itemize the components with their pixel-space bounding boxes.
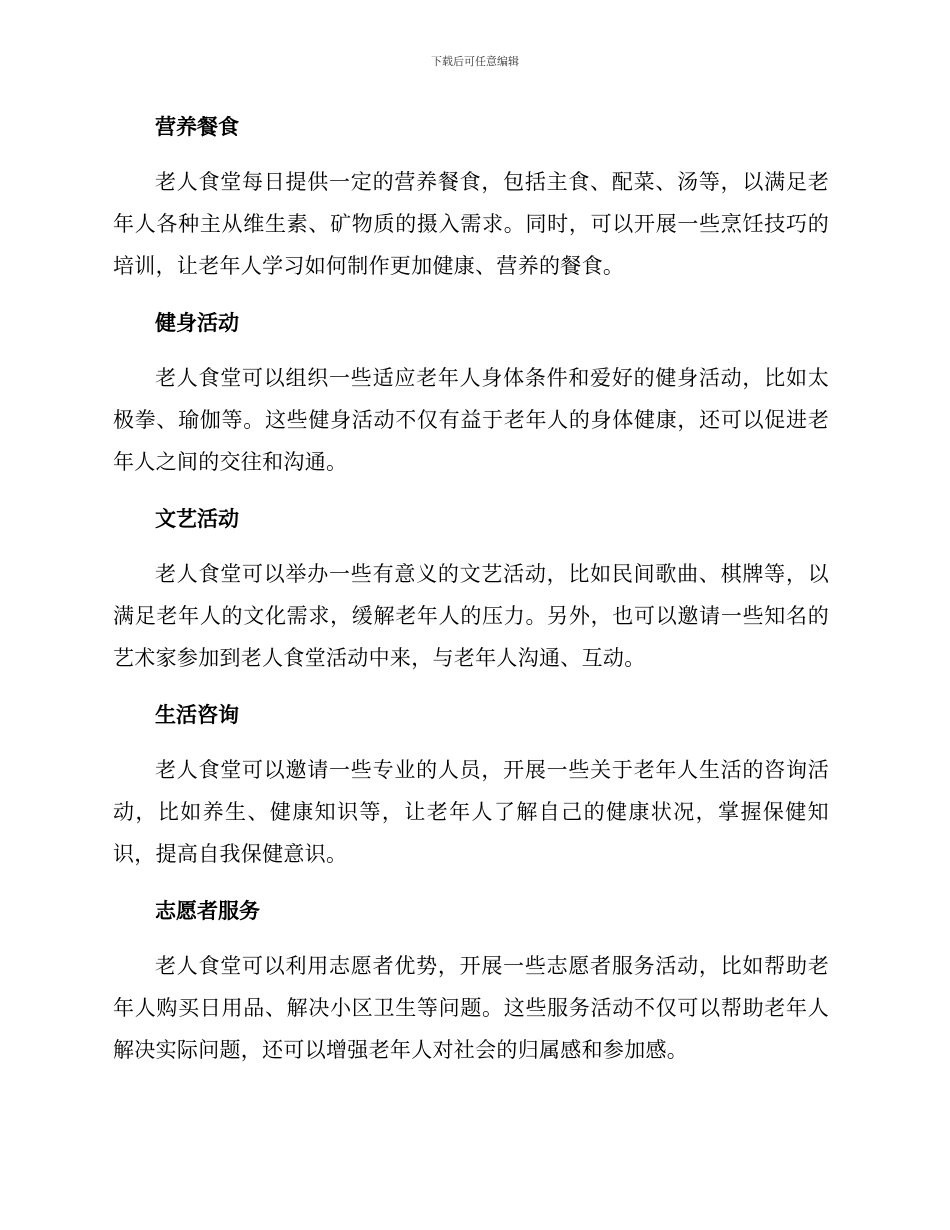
section-heading: 志愿者服务: [155, 899, 260, 923]
page-header-note: 下载后可任意编辑: [431, 55, 519, 68]
section-fitness: [113, 302, 829, 483]
section-paragraph: 老人食堂可以利用志愿者优势，开展一些志愿者服务活动，比如帮助老年人购买日用品、解决小区卫生等问题。这些服务活动不仅可以帮助老年人解决实际问题，还可以增强老年人对社会的归属感和参加感。: [113, 954, 829, 1062]
section-paragraph: 老人食堂可以组织一些适应老年人身体条件和爱好的健身活动，比如太极拳、瑜伽等。这些健身活动不仅有益于老年人的身体健康，还可以促进老年人之间的交往和沟通。: [113, 366, 829, 474]
section-volunteer: [113, 890, 829, 1071]
section-heading: 健身活动: [155, 311, 239, 335]
section-heading: 生活咨询: [155, 703, 239, 727]
section-heading: 营养餐食: [155, 115, 239, 139]
section-paragraph: 老人食堂可以举办一些有意义的文艺活动，比如民间歌曲、棋牌等，以满足老年人的文化需求，缓解老年人的压力。另外，也可以邀请一些知名的艺术家参加到老人食堂活动中来，与老年人沟通、互动。: [113, 562, 829, 670]
section-consulting: [113, 694, 829, 875]
section-paragraph: 老人食堂每日提供一定的营养餐食，包括主食、配菜、汤等，以满足老年人各种主从维生素、矿物质的摄入需求。同时，可以开展一些烹饪技巧的培训，让老年人学习如何制作更加健康、营养的餐食。: [113, 170, 829, 278]
section-nutrition: [113, 106, 829, 287]
section-paragraph: 老人食堂可以邀请一些专业的人员，开展一些关于老年人生活的咨询活动，比如养生、健康知识等，让老年人了解自己的健康状况，掌握保健知识，提高自我保健意识。: [113, 758, 829, 866]
document-body: [113, 106, 829, 1086]
section-heading: 文艺活动: [155, 507, 239, 531]
section-arts: [113, 498, 829, 679]
